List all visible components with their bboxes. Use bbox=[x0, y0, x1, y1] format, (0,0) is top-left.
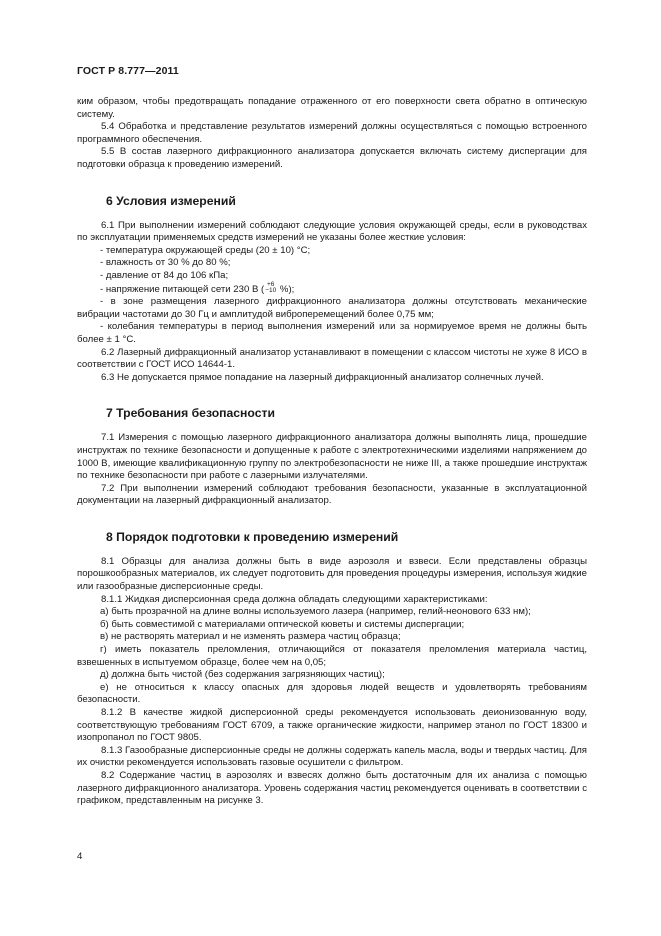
section-7-heading: 7 Требования безопасности bbox=[106, 406, 275, 421]
list-item-voltage bbox=[77, 280, 587, 297]
paragraph: 6.2 Лазерный дифракционный анализатор устанавливают в помещении с классом чистоты не хуже 8 ИСО в соответствии с ГОСТ ИСО 14644-1. bbox=[77, 346, 587, 371]
paragraph: 8.1 Образцы для анализа должны быть в виде аэрозоля и взвеси. Если представлены образцы порошкообразных материалов, их следует подготовить для проведения процедуры измерения, используя жидкие или газообразные дисперсионные среды. bbox=[77, 555, 587, 593]
list-item: е) не относиться к классу опасных для здоровья людей веществ и удовлетворять требованиям безопасности. bbox=[77, 681, 587, 706]
list-item: - влажность от 30 % до 80 %; bbox=[100, 257, 231, 269]
list-item: б) быть совместимой с материалами оптической кюветы и системы диспергации; bbox=[100, 618, 465, 630]
voltage-suffix: %); bbox=[277, 283, 295, 295]
paragraph: 7.2 При выполнении измерений соблюдают требования безопасности, указанные в эксплуатационной документации на лазерный дифракционный анализатор. bbox=[77, 482, 587, 507]
list-item: - давление от 84 до 106 кПа; bbox=[100, 269, 229, 281]
paragraph: 8.2 Содержание частиц в аэрозолях и взвесях должно быть достаточным для их анализа с помощью лазерного дифракционного анализатора. Уровень содержания частиц рекомендуется оценивать в соответствии с графиком, представленным на рисунке 3. bbox=[77, 769, 587, 807]
paragraph: 6.1 При выполнении измерений соблюдают следующие условия окружающей среды, если в руководствах по эксплуатации применяемых средств измерений не указаны более жесткие условия: bbox=[77, 219, 587, 244]
paragraph: 5.5 В состав лазерного дифракционного анализатора допускается включать систему диспергации для подготовки образца к проведению измерений. bbox=[77, 146, 587, 170]
paragraph: 8.1.2 В качестве жидкой дисперсионной среды рекомендуется использовать деионизованную воду, соответствующую требованиям ГОСТ 6709, а также органические жидкости, например этанол по ГОСТ 18300 и изопропанол по ГОСТ 9805. bbox=[77, 707, 587, 744]
document-header: ГОСТ Р 8.777—2011 bbox=[77, 65, 179, 77]
list-item: в) не растворять материал и не изменять размера частиц образца; bbox=[100, 631, 401, 643]
section-8-heading: 8 Порядок подготовки к проведению измерений bbox=[106, 529, 399, 544]
paragraph: 8.1.3 Газообразные дисперсионные среды не должны содержать капель масла, воды и твердых частиц. Для их очистки рекомендуется использовать газовые осушители с фильтром. bbox=[77, 744, 587, 769]
paragraph: 8.1.1 Жидкая дисперсионная среда должна обладать следующими характеристиками: bbox=[101, 593, 488, 605]
list-item: а) быть прозрачной на длине волны используемого лазера (например, гелий-неонового 633 нм); bbox=[100, 606, 531, 618]
voltage-tolerance bbox=[265, 282, 276, 295]
page-number: 4 bbox=[77, 851, 83, 862]
list-item: - в зоне размещения лазерного дифракционного анализатора должны отсутствовать механические вибрации частотами до 30 Гц и амплитудой виброперемещений более 0,75 мм; bbox=[77, 296, 587, 320]
list-item: - температура окружающей среды (20 ± 10) °С; bbox=[100, 244, 311, 256]
paragraph: 7.1 Измерения с помощью лазерного дифракционного анализатора должны выполнять лица, прошедшие инструктаж по технике безопасности и допущенные к работе с электротехническими изделиями напряжением до 1000 В, имеющие квалификационную группу по электробезопасности не ниже III, а также прошедшие инструктаж по технике безопасности при работе с лазерными излучателями. bbox=[77, 432, 587, 482]
voltage-tolerance-lower: −10 bbox=[265, 287, 277, 295]
paragraph: 5.4 Обработка и представление результатов измерений должны осуществляться с помощью встроенного программного обеспечения. bbox=[77, 121, 587, 145]
voltage-prefix: - напряжение питающей сети 230 В ( bbox=[100, 283, 265, 295]
list-item: д) должна быть чистой (без содержания загрязняющих частиц); bbox=[100, 669, 385, 681]
paragraph: 6.3 Не допускается прямое попадание на лазерный дифракционный анализатор солнечных лучей. bbox=[101, 371, 544, 383]
voltage-tolerance-upper: +6 bbox=[267, 280, 275, 288]
list-item: г) иметь показатель преломления, отличающийся от показателя преломления материала частиц, взвешенных в испытуемом образце, более чем на 0,05; bbox=[77, 644, 587, 668]
page-content bbox=[77, 96, 587, 808]
section-6-heading: 6 Условия измерений bbox=[106, 193, 236, 208]
paragraph: ким образом, чтобы предотвращать попадание отраженного от его поверхности света обратно в оптическую систему. bbox=[77, 96, 587, 120]
list-item: - колебания температуры в период выполнения измерений или за нормируемое время не должны быть более ± 1 °С. bbox=[77, 321, 587, 345]
